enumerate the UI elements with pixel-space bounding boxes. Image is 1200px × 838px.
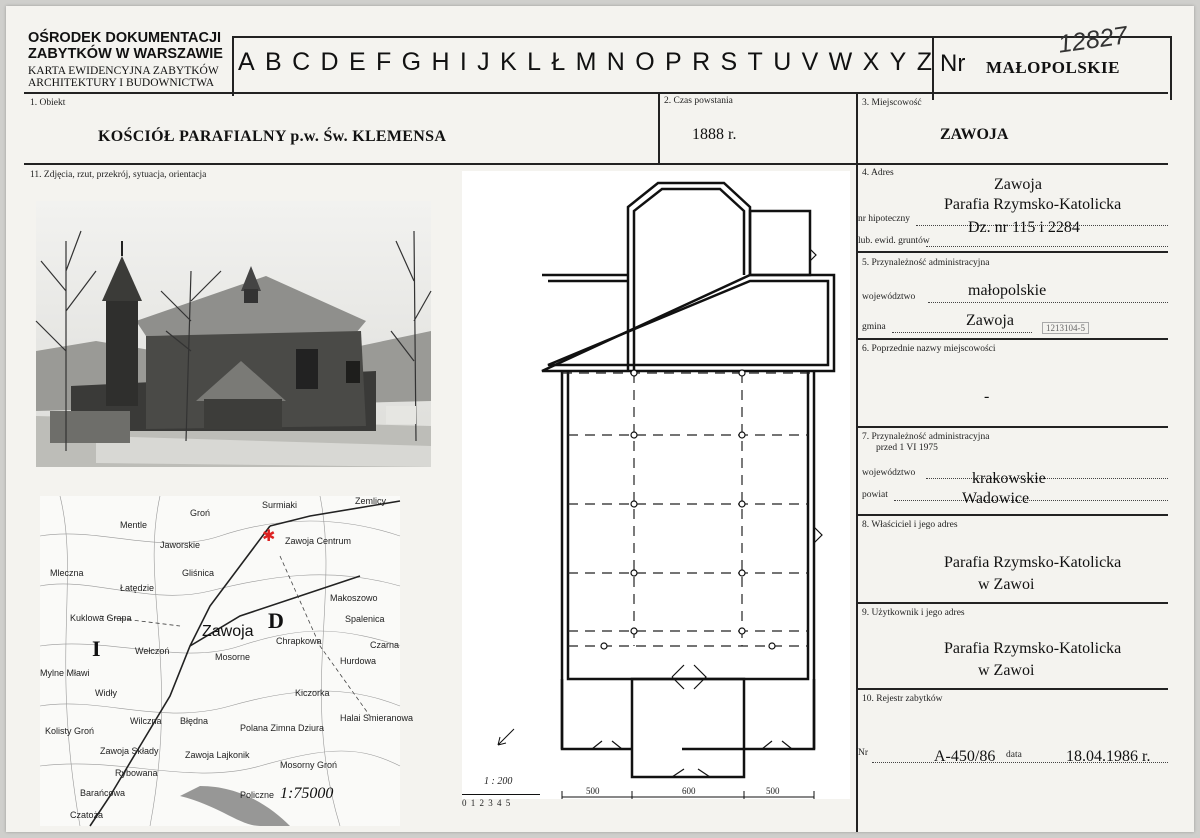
svg-text:✱: ✱ (262, 528, 276, 545)
map-label: Halai Smieranowa (340, 713, 414, 723)
map-label: Zawoja Centrum (285, 536, 352, 546)
field-register-label: 10. Rejestr zabytków (862, 694, 943, 704)
index-letter: H (431, 48, 450, 76)
map-label: Polana Zimna Dziura (240, 723, 325, 733)
index-letter: J (477, 48, 490, 76)
map-label: Mosorny Groń (280, 760, 338, 770)
commune-code-stamp: 1213104-5 (1042, 322, 1089, 334)
field-user-line2: w Zawoi (978, 662, 1035, 679)
map-label: Makoszowo (330, 593, 378, 603)
nr-label: Nr (940, 50, 966, 77)
map-label: Surmiaki (262, 500, 298, 510)
location-map (40, 496, 414, 826)
map-label: Błędna (180, 716, 209, 726)
index-letter: A (238, 48, 255, 76)
plan-dim-right: 500 (766, 786, 780, 796)
field-owner-line2: w Zawoi (978, 576, 1035, 593)
map-label: Widły (95, 688, 117, 698)
index-letter: U (773, 48, 792, 76)
card-type: KARTA EWIDENCYJNA ZABYTKÓW ARCHITEKTURY I BUDOWNICTWA (28, 65, 219, 89)
field-user-label: 9. Użytkownik i jego adres (862, 608, 965, 618)
field-user-line1: Parafia Rzymsko-Katolicka (944, 640, 1122, 657)
index-letter: M (575, 48, 597, 76)
map-label: Mleczna (50, 568, 84, 578)
index-letter: T (747, 48, 763, 76)
map-label: Czarna (370, 640, 400, 650)
field-admin-1975-label: 7. Przynależność administracyjna (862, 432, 990, 442)
plan-scale-label: 1 : 200 (484, 776, 513, 787)
field-locality-value: ZAWOJA (940, 126, 1009, 143)
index-letter: W (828, 48, 853, 76)
field-commune-value: Zawoja (966, 312, 1014, 329)
field-address-label: 4. Adres (862, 168, 894, 178)
field-voivodeship-value: małopolskie (968, 282, 1047, 299)
index-letter: Z (916, 48, 932, 76)
map-marker-i: I (92, 636, 101, 661)
map-label: Wilczna (130, 716, 162, 726)
index-letter: N (606, 48, 625, 76)
plan-dim-center: 600 (682, 786, 696, 796)
map-label: Groń (190, 508, 211, 518)
index-letter: C (292, 48, 311, 76)
map-label: Zawoja Składy (100, 746, 159, 756)
plan-scale-bar (462, 794, 540, 795)
field-mortgage-value: Dz. nr 115 i 2284 (968, 219, 1080, 236)
field-address-line2: Parafia Rzymsko-Katolicka (944, 196, 1122, 213)
field-mortgage-label: nr hipoteczny (858, 214, 910, 224)
institution-name: OŚRODEK DOKUMENTACJI ZABYTKÓW W WARSZAWIE (28, 30, 223, 62)
map-label: Policzne (240, 790, 275, 800)
index-letter: V (801, 48, 819, 76)
field-locality-label: 3. Miejscowość (862, 98, 922, 108)
field-district-value: Wadowice (962, 490, 1030, 507)
index-letter: I (459, 48, 467, 76)
map-label: Gliśnica (182, 568, 215, 578)
floor-plan (462, 171, 850, 799)
region-name: MAŁOPOLSKIE (986, 58, 1120, 77)
map-label: Łatędzie (120, 583, 155, 593)
field-date-label: 2. Czas powstania (664, 96, 733, 106)
index-letter: L (527, 48, 541, 76)
field-land-registry-label: lub. ewid. gruntów (858, 236, 930, 246)
field-admin-1975-sub: przed 1 VI 1975 (876, 443, 938, 453)
field-previous-names-value: - (984, 388, 990, 405)
map-label: Mosorne (215, 652, 251, 662)
field-voivodeship-label: województwo (862, 292, 916, 302)
index-letter: P (665, 48, 682, 76)
map-label: Kolisty Groń (45, 726, 95, 736)
field-address-line1: Zawoja (994, 176, 1042, 193)
church-photo (36, 201, 431, 467)
field-old-voivodeship-label: województwo (862, 468, 916, 478)
map-label: Spalenica (345, 614, 385, 624)
field-register-nr-label: Nr (858, 748, 869, 758)
field-register-number: A-450/86 (934, 748, 996, 765)
map-scale: 1:75000 (280, 785, 334, 802)
map-label: Kiczorka (295, 688, 330, 698)
map-label: Mentle (120, 520, 148, 530)
field-object-label: 1. Obiekt (30, 98, 66, 108)
map-marker-d: D (268, 608, 284, 633)
map-label: Hurdowa (340, 656, 377, 666)
field-district-label: powiat (862, 490, 888, 500)
map-label: Mylne Mławi (40, 668, 90, 678)
heritage-record-card (6, 6, 1194, 832)
map-label: Chrapkowa (276, 636, 322, 646)
field-owner-line1: Parafia Rzymsko-Katolicka (944, 554, 1122, 571)
index-letter: D (320, 48, 339, 76)
field-old-voivodeship-value: krakowskie (972, 470, 1046, 487)
index-letter: E (348, 48, 366, 76)
field-commune-label: gmina (862, 322, 886, 332)
index-letter: G (401, 48, 422, 76)
index-letter: S (720, 48, 738, 76)
map-label: Zawoja Lajkonik (185, 750, 250, 760)
handwritten-number: 12827 (1056, 21, 1130, 59)
plan-dim-left: 500 (586, 786, 600, 796)
index-letters (238, 48, 932, 77)
index-letter: Ł (551, 48, 566, 76)
field-object-value: KOŚCIÓŁ PARAFIALNY p.w. Św. KLEMENSA (98, 128, 447, 145)
field-previous-names-label: 6. Poprzednie nazwy miejscowości (862, 344, 996, 354)
index-letter: Y (889, 48, 907, 76)
field-photos-label: 11. Zdjęcia, rzut, przekrój, sytuacja, orientacja (30, 170, 207, 180)
map-label: Rybowana (115, 768, 158, 778)
field-admin-label: 5. Przynależność administracyjna (862, 258, 990, 268)
map-label: Zemlicy (355, 496, 386, 506)
field-register-date: 18.04.1986 r. (1066, 748, 1151, 765)
index-letter: O (635, 48, 655, 76)
map-label: Barańcowa (80, 788, 126, 798)
index-letter: R (692, 48, 711, 76)
index-letter: B (265, 48, 282, 76)
map-label: Jaworskie (160, 540, 201, 550)
field-date-value: 1888 r. (692, 126, 737, 143)
index-letter: X (862, 48, 880, 76)
plan-scale-ticks: 0 1 2 3 4 5 (462, 798, 512, 808)
map-label: Kuklowa Grapa (70, 613, 132, 623)
index-letter: F (375, 48, 392, 76)
map-label-zawoja: Zawoja (202, 623, 254, 640)
index-letter: K (500, 48, 517, 76)
map-label: Wełczoń (135, 646, 170, 656)
map-label: Czatoża (70, 810, 104, 820)
field-owner-label: 8. Właściciel i jego adres (862, 520, 958, 530)
field-register-date-label: data (1006, 750, 1022, 760)
